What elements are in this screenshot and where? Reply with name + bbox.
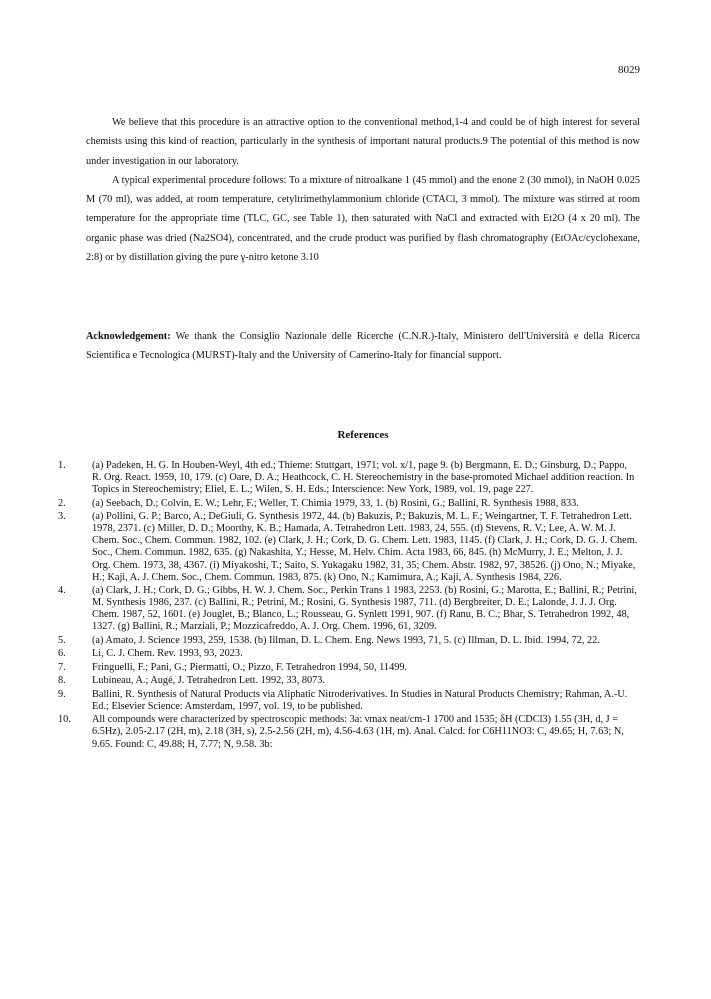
reference-number: 9. — [58, 688, 66, 700]
reference-item — [58, 689, 638, 713]
reference-number: 4. — [58, 585, 66, 597]
acknowledgement — [86, 327, 640, 366]
reference-list — [58, 460, 638, 752]
reference-number: 7. — [58, 661, 66, 673]
paragraph-1: We believe that this procedure is an attractive option to the conventional method,1-4 and could be of high interest for several chemists using this kind of reaction, particularly in the synthesis of important natural products.9 The potential of this method is now under investigation in our laboratory. — [86, 117, 640, 167]
acknowledgement-label: Acknowledgement: — [86, 331, 171, 342]
reference-text: Fringuelli, F.; Pani, G.; Piermatti, O.; Pizzo, F. Tetrahedron 1994, 50, 11499. — [92, 661, 408, 673]
reference-item — [58, 460, 638, 496]
reference-text: Li, C. J. Chem. Rev. 1993, 93, 2023. — [92, 648, 243, 660]
reference-item — [58, 498, 638, 510]
reference-text: (a) Amato, J. Science 1993, 259, 1538. (b) Illman, D. L. Chem. Eng. News 1993, 71, 5. (c) Illman, D. L. Ibid. 1994, 72, 22. — [92, 634, 600, 646]
reference-number: 5. — [58, 634, 66, 646]
body-text — [86, 113, 640, 267]
reference-text: Lubineau, A.; Augé, J. Tetrahedron Lett. 1992, 33, 8073. — [92, 675, 326, 687]
reference-number: 10. — [58, 714, 71, 726]
reference-number: 8. — [58, 675, 66, 687]
reference-text: Ballini, R. Synthesis of Natural Products via Aliphatic Nitroderivatives. In Studies in Natural Products Chemistry; Rahman, A.-U. Ed.; Elsevier Science: Amsterdam, 1997, vol. 19, to be published. — [92, 688, 628, 712]
reference-item — [58, 511, 638, 584]
reference-item — [58, 648, 638, 660]
reference-text: (a) Clark, J. H.; Cork, D. G.; Gibbs, H. W. J. Chem. Soc., Perkin Trans 1 1983, 2253. (b) Rosini, G.; Marotta, E.; Ballini, R.; Petrini, M. Synthesis 1986, 237. (c) Ballini, R.; Petrini, M.; Rosini, G. Synthesis 1987, 711. (d) Bergbreiter, D. E.; Lalonde, J. J. J. Org. Chem. 1987, 52, 1601. (e) Jouglet, B.; Blanco, L.; Rousseau, G. Synlett 1991, 907. (f) Ranu, B. C.; Bhar, S. Tetrahedron 1992, 48, 1327. (g) Ballini, R.; Marziali, P.; Mozzicafreddo, A. J. Org. Chem. 1996, 61, 3209. — [92, 585, 637, 633]
reference-item — [58, 714, 638, 750]
reference-text: (a) Padeken, H. G. In Houben-Weyl, 4th ed.; Thieme: Stuttgart, 1971; vol. x/1, page 9. (b) Bergmann, E. D.; Ginsburg, D.; Pappo, R. Org. React. 1959, 10, 179. (c) Oare, D. A.; Heathcock, C. H. Stereochemistry in the base-promoted Michael addition reaction. In Topics in Stereochemistry; Eliel, E. L.; Wilen, S. H. Eds.; Interscience: New York, 1989, vol. 19, page 227. — [92, 460, 635, 496]
page-number: 8029 — [618, 64, 640, 76]
reference-number: 6. — [58, 648, 66, 660]
references-heading: References — [337, 429, 389, 441]
reference-item — [58, 662, 638, 674]
reference-text: All compounds were characterized by spectroscopic methods: 3a: νmax neat/cm-1 1700 and 1535; δH (CDCl3) 1.55 (3H, d, J = 6.5Hz), 2.05-2.17 (2H, m), 2.18 (3H, s), 2.5-2.56 (2H, m), 4.56-4.63 (1H, m). Anal. Calcd. for C6H11NO3: C, 49.65; H, 7.63; N, 9.65. Found: C, 49.88; H, 7.77; N, 9.58. 3b: — [92, 714, 624, 750]
reference-number: 2. — [58, 497, 66, 509]
reference-number: 3. — [58, 511, 66, 523]
reference-text: (a) Pollini, G. P.; Barco, A.; DeGiuli, G. Synthesis 1972, 44. (b) Bakuzis, P.; Bakuzis, M. L. F.; Weingartner, T. F. Tetrahedron Lett. 1978, 2371. (c) Miller, D. D.; Moorthy, K. B.; Hamada, A. Tetrahedron Lett. 1983, 24, 555. (d) Stevens, R. V.; Lee, A. W. M. J. Chem. Soc., Chem. Commun. 1982, 102. (e) Clark, J. H.; Cork, D. G. Chem. Lett. 1983, 1145. (f) Clark, J. H.; Cork, D. G. J. Chem. Soc., Chem. Commun. 1982, 635. (g) Nakashita, Y.; Hesse, M. Helv. Chim. Acta 1983, 66, 845. (h) McMurry, J. E.; Melton, J. J. Org. Chem. 1973, 38, 4367. (i) Miyakoshi, T.; Saito, S. Yukagaku 1982, 31, 35; Chem. Abstr. 1982, 97, 38526. (j) Ono, N.; Miyake, H.; Kaji, A. J. Chem. Soc., Chem. Commun. 1983, 875. (k) Ono, N.; Kamimura, A.; Kaji, A. Synthesis 1984, 226. — [92, 511, 638, 583]
paragraph-2: A typical experimental procedure follows: To a mixture of nitroalkane 1 (45 mmol) and the enone 2 (30 mmol), in NaOH 0.025 M (70 ml), was added, at room temperature, cetyltrimethylammonium chloride (CTACl, 3 mmol). The mixture was stirred at room temperature for the appropriate time (TLC, GC, see Table 1), then saturated with NaCl and extracted with Et2O (4 x 20 ml). The organic phase was dried (Na2SO4), concentrated, and the crude product was purified by flash chromatography (EtOAc/cyclohexane, 2:8) or by distillation giving the pure γ-nitro ketone 3.10 — [86, 174, 640, 264]
reference-item — [58, 675, 638, 687]
reference-text: (a) Seebach, D.; Colvin, E. W.; Lehr, F.; Weller, T. Chimia 1979, 33, 1. (b) Rosini, G.; Ballini, R. Synthesis 1988, 833. — [92, 497, 579, 509]
acknowledgement-text: We thank the Consiglio Nazionale delle Ricerche (C.N.R.)-Italy, Ministero dell'Università e della Ricerca Scientifica e Tecnologica (MURST)-Italy and the University of Camerino-Italy for financial support. — [86, 331, 640, 362]
reference-number: 1. — [58, 460, 66, 471]
reference-item — [58, 635, 638, 647]
reference-item — [58, 585, 638, 633]
